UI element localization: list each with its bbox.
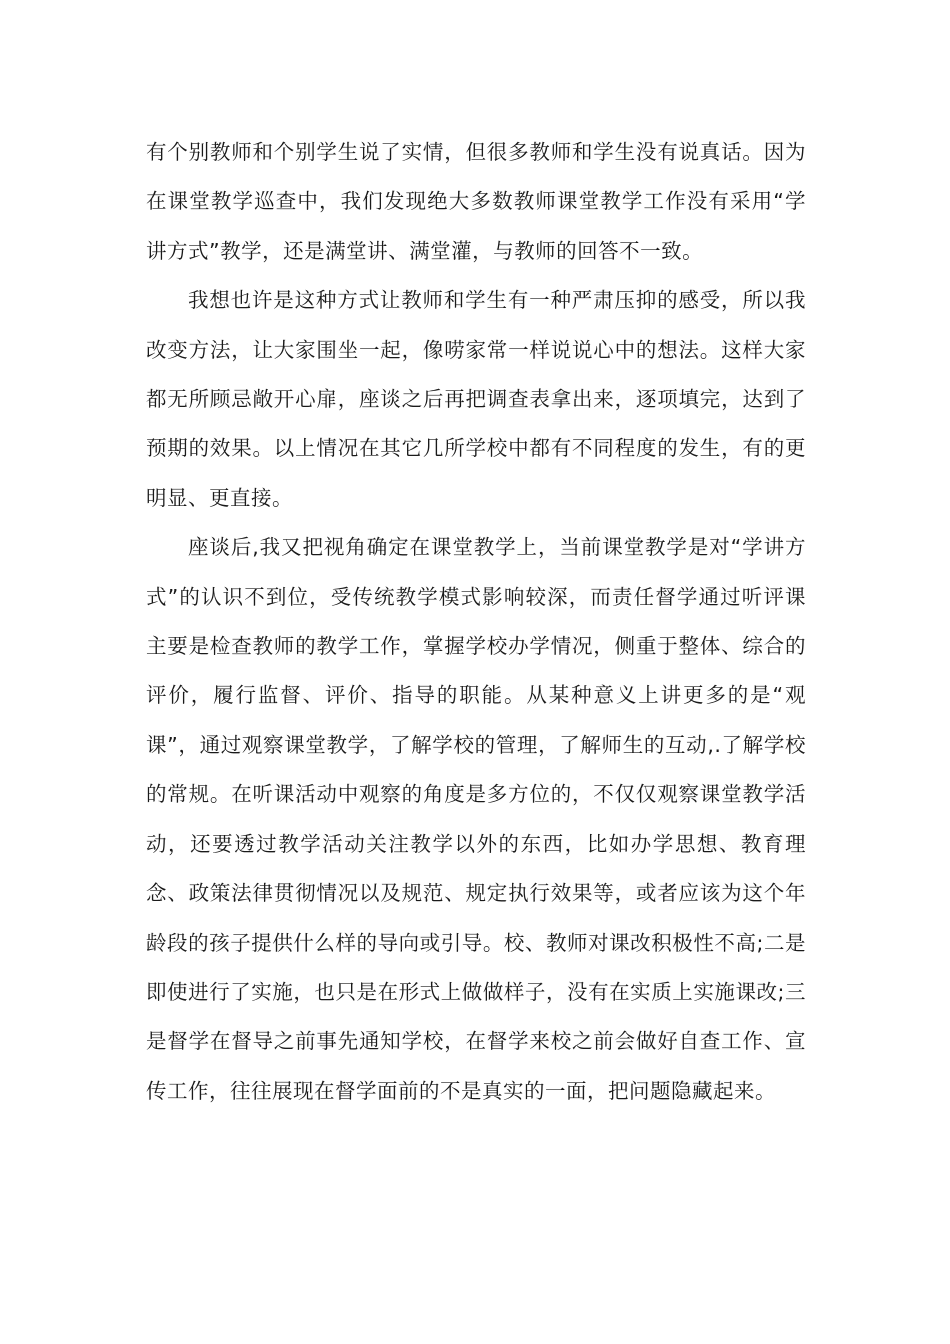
paragraph-classroom-observation: 座谈后,我又把视角确定在课堂教学上，当前课堂教学是对“学讲方式”的认识不到位，受传统教学模式影响较深，而责任督学通过听评课主要是检查教师的教学工作，掌握学校办学情况，侧重于整体、综合的评价，履行监督、评价、指导的职能。从某种意义上讲更多的是“观课”，通过观察课堂教学，了解学校的管理，了解师生的互动,.了解学校的常规。在听课活动中观察的角度是多方位的，不仅仅观察课堂教学活动，还要透过教学活动关注教学以外的东西，比如办学思想、教育理念、政策法律贯彻情况以及规范、规定执行效果等，或者应该为这个年龄段的孩子提供什么样的导向或引导。校、教师对课改积极性不高;二是即使进行了实施，也只是在形式上做做样子，没有在实质上实施课改;三是督学在督导之前事先通知学校，在督学来校之前会做好自查工作、宣传工作，往往展现在督学面前的不是真实的一面，把问题隐藏起来。 — [146, 535, 806, 1103]
paragraph-continuation: 有个别教师和个别学生说了实情，但很多教师和学生没有说真话。因为在课堂教学巡查中，我们发现绝大多数教师课堂教学工作没有采用“学讲方式”教学，还是满堂讲、满堂灌，与教师的回答不一致。 — [146, 140, 806, 263]
paragraph-teacher-student-feelings: 我想也许是这种方式让教师和学生有一种严肃压抑的感受，所以我改变方法，让大家围坐一起，像唠家常一样说说心中的想法。这样大家都无所顾忌敞开心扉，座谈之后再把调查表拿出来，逐项填完，达到了预期的效果。以上情况在其它几所学校中都有不同程度的发生，有的更明显、更直接。 — [146, 288, 806, 510]
document-body — [146, 128, 806, 1116]
